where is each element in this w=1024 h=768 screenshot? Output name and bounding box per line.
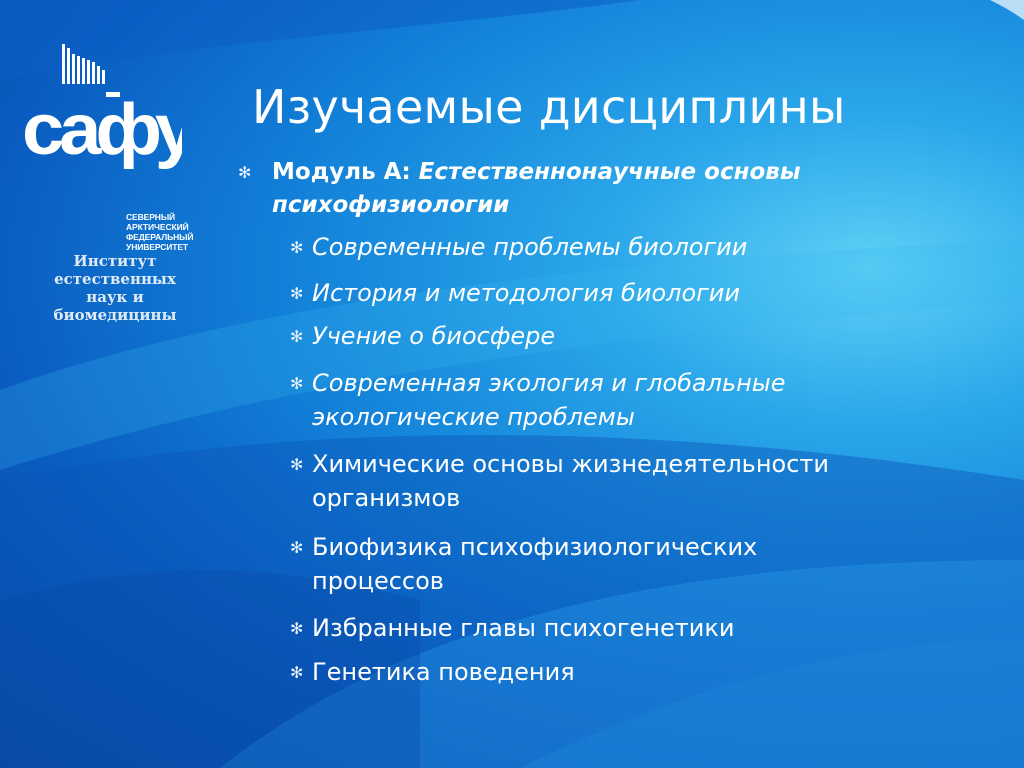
list-item-text-continued: процессов bbox=[312, 567, 444, 595]
logo-text: сафу bbox=[22, 88, 182, 170]
institute-line: Институт bbox=[73, 252, 157, 270]
list-item-text: Современные проблемы биологии bbox=[312, 233, 748, 261]
institute-line: естественных bbox=[54, 270, 176, 288]
module-label: Модуль А: bbox=[272, 159, 411, 185]
list-item-text: Современная экология и глобальные bbox=[312, 369, 786, 397]
bullet-icon: ✻ bbox=[290, 284, 304, 303]
bullet-icon: ✻ bbox=[290, 455, 304, 474]
bullet-icon: ✻ bbox=[290, 663, 304, 682]
list-item bbox=[290, 655, 575, 689]
bullet-icon: ✻ bbox=[290, 374, 304, 393]
logo-subtitle-line: ФЕДЕРАЛЬНЫЙ bbox=[126, 232, 194, 242]
bullet-icon: ✻ bbox=[290, 538, 304, 557]
list-item bbox=[290, 319, 556, 353]
slide-title: Изучаемые дисциплины bbox=[252, 80, 846, 134]
logo-subtitle-line: УНИВЕРСИТЕТ bbox=[126, 242, 189, 252]
logo-subtitle bbox=[126, 212, 193, 252]
list-item-text: Биофизика психофизиологических bbox=[312, 533, 758, 561]
list-item-text: Химические основы жизнедеятельности bbox=[312, 450, 829, 478]
list-item-text: Избранные главы психогенетики bbox=[312, 614, 735, 642]
list-item-text-continued: организмов bbox=[312, 484, 461, 512]
logo-subtitle-line: СЕВЕРНЫЙ bbox=[126, 212, 176, 222]
list-item-text: Генетика поведения bbox=[312, 658, 575, 686]
institute-line: наук и bbox=[86, 288, 144, 306]
list-item bbox=[290, 230, 748, 264]
list-item bbox=[290, 447, 829, 515]
logo-mark bbox=[22, 40, 182, 230]
list-item-text-continued: экологические проблемы bbox=[312, 403, 635, 431]
institute-name bbox=[20, 252, 210, 324]
bullet-icon: ✻ bbox=[238, 163, 252, 182]
bullet-icon: ✻ bbox=[290, 327, 304, 346]
module-name: Естественнонаучные основы bbox=[418, 159, 801, 185]
list-item bbox=[290, 530, 758, 598]
module-name-continued: психофизиологии bbox=[272, 192, 510, 218]
bullet-icon: ✻ bbox=[290, 238, 304, 257]
logo-subtitle-line: АРКТИЧЕСКИЙ bbox=[126, 222, 189, 232]
list-item bbox=[290, 366, 786, 434]
list-item-text: Учение о биосфере bbox=[312, 322, 556, 350]
institute-line: биомедицины bbox=[53, 306, 177, 324]
list-item bbox=[290, 276, 740, 310]
module-heading bbox=[238, 156, 801, 222]
list-item-text: История и методология биологии bbox=[312, 279, 740, 307]
bullet-icon: ✻ bbox=[290, 619, 304, 638]
university-logo bbox=[22, 40, 194, 252]
list-item bbox=[290, 611, 735, 645]
